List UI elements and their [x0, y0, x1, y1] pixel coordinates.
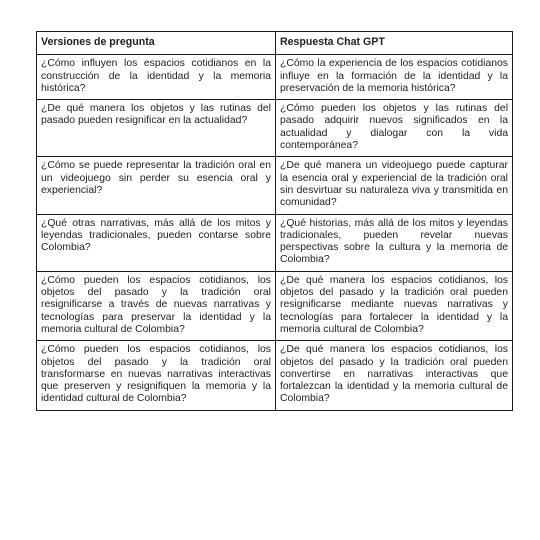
table-row	[37, 157, 513, 214]
table-row	[37, 214, 513, 271]
table-row	[37, 100, 513, 157]
table-cell-answer: ¿De qué manera los espacios cotidianos, los objetos del pasado y la tradición oral pueden resignificarse mediante nuevas narrativas y tecnologías para fortalecer la identidad y la memoria cultural de Colombia?	[276, 271, 513, 340]
table-header-row	[37, 32, 513, 55]
table-cell-question: ¿De qué manera los objetos y las rutinas del pasado pueden resignificar en la actualidad?	[37, 100, 276, 157]
table-cell-answer: ¿Cómo pueden los objetos y las rutinas del pasado adquirir nuevos significados en la actualidad y dialogar con la vida contemporánea?	[276, 100, 513, 157]
table-cell-answer: ¿De qué manera los espacios cotidianos, los objetos del pasado y la tradición oral pueden convertirse en narrativas interactivas que fortalezcan la identidad y la memoria cultural de Colombia?	[276, 341, 513, 410]
table-cell-question: ¿Cómo pueden los espacios cotidianos, los objetos del pasado y la tradición oral resignificarse a través de nuevas narrativas y tecnologías para preservar la identidad y la memoria cultural de Colombia?	[37, 271, 276, 340]
table-cell-question: ¿Cómo se puede representar la tradición oral en un videojuego sin perder su esencia oral y experiencial?	[37, 157, 276, 214]
table-cell-question: ¿Cómo influyen los espacios cotidianos en la construcción de la identidad y la memoria histórica?	[37, 55, 276, 100]
table-row	[37, 271, 513, 340]
column-header-versions: Versiones de pregunta	[37, 32, 276, 55]
table-cell-answer: ¿De qué manera un videojuego puede capturar la esencia oral y experiencial de la tradición oral sin desvirtuar su naturaleza viva y transmitida en comunidad?	[276, 157, 513, 214]
column-header-chatgpt: Respuesta Chat GPT	[276, 32, 513, 55]
table-cell-answer: ¿Qué historias, más allá de los mitos y leyendas tradicionales, pueden revelar nuevas perspectivas sobre la cultura y la memoria de Colombia?	[276, 214, 513, 271]
table-cell-question: ¿Qué otras narrativas, más allá de los mitos y leyendas tradicionales, pueden contarse sobre Colombia?	[37, 214, 276, 271]
table-cell-answer: ¿Cómo la experiencia de los espacios cotidianos influye en la formación de la identidad y la preservación de la memoria histórica?	[276, 55, 513, 100]
table-row	[37, 55, 513, 100]
table-row	[37, 341, 513, 410]
table-cell-question: ¿Cómo pueden los espacios cotidianos, los objetos del pasado y la tradición oral transformarse en nuevas narrativas interactivas que preserven y resignifiquen la memoria y la identidad cultural de Colombia?	[37, 341, 276, 410]
comparison-table	[36, 31, 513, 411]
